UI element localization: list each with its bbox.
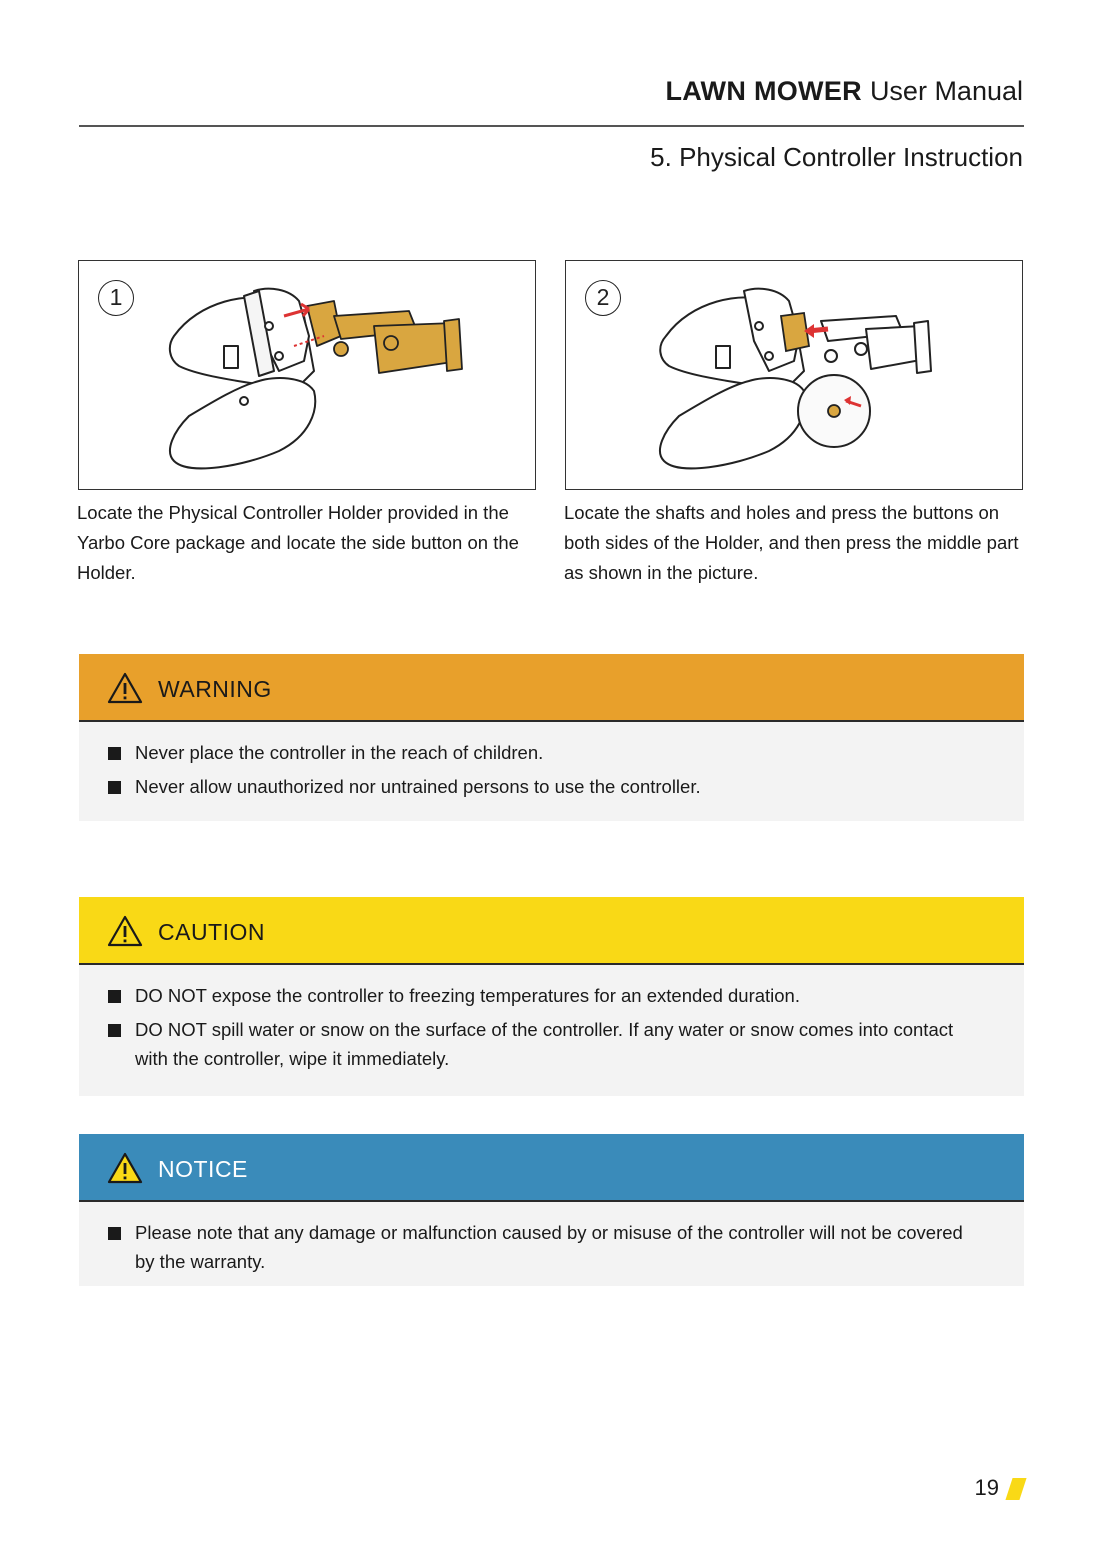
notice-panel <box>79 1134 1024 1286</box>
page-number: 19 <box>974 1475 999 1500</box>
section-title: 5. Physical Controller Instruction <box>650 142 1023 172</box>
page-accent-bar <box>1005 1478 1026 1500</box>
bullet-square-icon <box>108 1227 121 1240</box>
step-1-number: 1 <box>98 280 134 316</box>
warning-item <box>135 738 964 767</box>
caution-item-text: DO NOT expose the controller to freezing temperatures for an extended duration. <box>135 985 800 1006</box>
bullet-square-icon <box>108 990 121 1003</box>
step-2-illustration <box>565 260 1023 490</box>
bullet-square-icon <box>108 747 121 760</box>
doc-type: User Manual <box>869 76 1023 106</box>
caution-header <box>79 897 1024 965</box>
notice-triangle-icon <box>107 1152 143 1184</box>
caution-title: CAUTION <box>158 919 265 945</box>
notice-item-text: Please note that any damage or malfunction caused by or misuse of the controller will not be covered by the warranty. <box>135 1222 963 1272</box>
notice-item <box>135 1218 964 1276</box>
caution-panel <box>79 897 1024 1096</box>
warning-panel <box>79 654 1024 821</box>
notice-header <box>79 1134 1024 1202</box>
caution-triangle-icon <box>107 915 143 947</box>
step-1-illustration <box>78 260 536 490</box>
header-divider <box>79 125 1024 127</box>
notice-title: NOTICE <box>158 1156 248 1182</box>
warning-item <box>135 772 964 801</box>
step-2-number: 2 <box>585 280 621 316</box>
caution-item <box>135 981 964 1010</box>
caution-item <box>135 1015 964 1073</box>
warning-item-text: Never place the controller in the reach of children. <box>135 742 544 763</box>
controller-holder-diagram-1 <box>79 261 537 491</box>
caution-item-text: DO NOT spill water or snow on the surface of the controller. If any water or snow comes into contact with the controller, wipe it immediately. <box>135 1019 954 1069</box>
controller-holder-diagram-2 <box>566 261 1024 491</box>
product-name: LAWN MOWER <box>665 76 862 106</box>
step-1-description: Locate the Physical Controller Holder provided in the Yarbo Core package and locate the side button on the Holder. <box>77 502 519 583</box>
warning-title: WARNING <box>158 676 272 702</box>
manual-title <box>665 76 1023 107</box>
bullet-square-icon <box>108 781 121 794</box>
step-2-description: Locate the shafts and holes and press the buttons on both sides of the Holder, and then press the middle part as shown in the picture. <box>564 502 1019 583</box>
bullet-square-icon <box>108 1024 121 1037</box>
warning-item-text: Never allow unauthorized nor untrained persons to use the controller. <box>135 776 701 797</box>
warning-triangle-icon <box>107 672 143 704</box>
warning-header <box>79 654 1024 722</box>
